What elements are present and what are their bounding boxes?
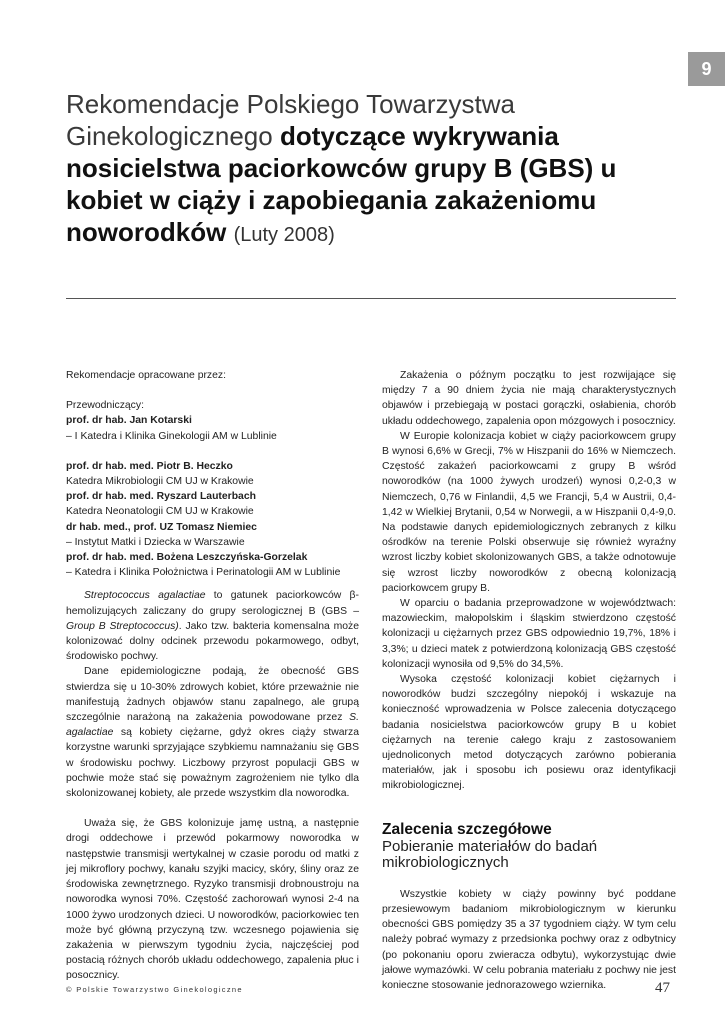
paragraph: W Europie kolonizacja kobiet w ciąży paciorkowcem grupy B wynosi 6,6% w Grecji, 7% w Hiszpanii do 16% w Niemczech. Częstość zakażeń paciorkowcami z grupy B wśród noworodków (na 1000 żywych urodzeń) wynosi 0,2-0,3 w Niemczech, 0,76 w Finlandii, 4,5 we Francji, 5,4 w Austrii, 0,4-1,42 w Wielkiej Brytanii, 0,54 w Norwegii, a w Hiszpanii 0,4-9,0. Na podstawie danych epidemiologicznych zebranych z kilku ośrodków na terenie Polski obserwuje się również wyraźny wzrost liczby kobiet skolonizowanych GBS, a także odnotowuje się wzrost liczby noworodków z obecną kolonizacją paciorkowcem grupy B. — [382, 430, 676, 594]
member-affiliation: – Instytut Matki i Dziecka w Warszawie — [66, 536, 245, 548]
chair-label: Przewodniczący: — [66, 400, 144, 412]
chapter-tab: 9 — [688, 52, 725, 86]
section-subheading: Pobieranie materiałów do badań mikrobiologicznych — [382, 837, 598, 871]
paragraph: Wszystkie kobiety w ciąży powinny być poddane przesiewowym badaniom mikrobiologicznym w kierunku obecności GBS pomiędzy 35 a 37 tygodniem ciąży. W tym celu należy pobrać wymazy z przedsionka pochwy oraz z odbytnicy (po pokonaniu oporu zwieracza odbytu), wykorzystując dwie jałowe wymazówki. W celu pobrania materiału z pochwy nie jest konieczne stosowanie jednorazowego wziernika. — [382, 888, 676, 991]
member-affiliation: – Katedra i Klinika Położnictwa i Perinatologii AM w Lublinie — [66, 567, 341, 579]
title-light: Rekomendacje Polskiego Towarzystwa Ginekologicznego — [66, 89, 515, 151]
paragraph: Dane epidemiologiczne podają, że obecność GBS stwierdza się u 10-30% zdrowych kobiet, które przeważnie nie manifestują żadnych objawów stanu zapalnego, ale grupą szczególnie narażoną na zakażenia powodowane przez S. agalactiae są kobiety ciężarne, gdyż okres ciąży stwarza korzystne warunki sprzyjające szybkiemu namnażaniu się GBS w środowisku pochwy. Liczbowy przyrost populacji GBS w pochwie może stać się poważnym zagrożeniem nie tylko dla skolonizowanej kobiety, ale przede wszystkim dla noworodka. — [66, 666, 359, 800]
paragraph: W oparciu o badania przeprowadzone w województwach: mazowieckim, małopolskim i śląskim stwierdzono częstość kolonizacji u ciężarnych przez GBS odpowiednio 19,7%, 18% i 3,3%; u dzieci matek z potwierdzoną kolonizacją GBS częstość kolonizacji wynosiła od 9,5% do 34,5%. — [382, 598, 676, 670]
paragraph: Uważa się, że GBS kolonizuje jamę ustną, a następnie drogi oddechowe i przewód pokarmowy noworodka w następstwie transmisji wertykalnej w czasie porodu od matki z jej mikroflory pochwy, kanału szyjki macicy, skóry, śliny oraz ze środowiska zewnętrznego. Ryzyko transmisji drobnoustroju na noworodka wynosi 70%. Częstość zachorowań wynosi 2-4 na 1000 żywo urodzonych dzieci. U noworodków, paciorkowiec ten może być główną przyczyną tzw. wczesnego pojawienia się zakażenia w pierwszym tygodniu życia, najczęściej pod postacią różnych chorób układu oddechowego, zapalenia płuc i posocznicy. — [66, 818, 359, 982]
member-name: prof. dr hab. med. Piotr B. Heczko — [66, 460, 233, 472]
member-affiliation: Katedra Mikrobiologii CM UJ w Krakowie — [66, 476, 254, 488]
member-name: dr hab. med., prof. UZ Tomasz Niemiec — [66, 521, 257, 533]
page-number: 47 — [655, 980, 670, 996]
member-name: prof. dr hab. med. Bożena Leszczyńska-Gorzelak — [66, 552, 308, 564]
title-bold: dotyczące wykrywania nosicielstwa paciorkowców grupy B (GBS) u kobiet w ciąży i zapobiegania zakażeniomu noworodków — [66, 121, 617, 247]
title-date: (Luty 2008) — [233, 224, 335, 246]
member-affiliation: Katedra Neonatologii CM UJ w Krakowie — [66, 506, 254, 518]
chair-name: prof. dr hab. Jan Kotarski — [66, 415, 192, 427]
paragraph: Zakażenia o późnym początku to jest rozwijające się między 7 a 90 dniem życia nie mają charakterystycznych objawów i przebiegają w postaci gorączki, osłabienia, chorób układu oddechowego, zapalenia opon mózgowych i posocznicy. — [382, 370, 676, 427]
right-column — [382, 368, 676, 993]
prepared-by: Rekomendacje opracowane przez: — [66, 370, 226, 381]
paragraph: Streptococcus agalactiae to gatunek paciorkowców β-hemolizujących zaliczany do grupy serologicznej B (GBS – Group B Streptococcus). Jako tzw. bakteria komensalna może kolonizować dolny odcinek przewodu pokarmowego, odbyt, środowisko pochwy. — [66, 590, 359, 663]
member-name: prof. dr hab. med. Ryszard Lauterbach — [66, 491, 256, 503]
page-title — [66, 88, 666, 251]
paragraph: Wysoka częstość kolonizacji kobiet ciężarnych i noworodków budzi szczególny niepokój i wskazuje na konieczność wprowadzenia w Polsce zalecenia dotyczącego badania nosicielstwa paciorkowców grupy B u kobiet ciężarnych na terenie całego kraju z zastosowaniem ujednoliconych metod dotyczących zarówno pobierania materiałów, jak i sposobu ich posiewu oraz identyfikacji mikrobiologicznej. — [382, 674, 676, 792]
footer-publisher: © Polskie Towarzystwo Ginekologiczne — [66, 985, 243, 994]
section-heading: Zalecenia szczegółowe — [382, 820, 552, 838]
left-column — [66, 368, 359, 984]
title-divider — [66, 298, 676, 299]
chair-affiliation: – I Katedra i Klinika Ginekologii AM w Lublinie — [66, 430, 277, 442]
